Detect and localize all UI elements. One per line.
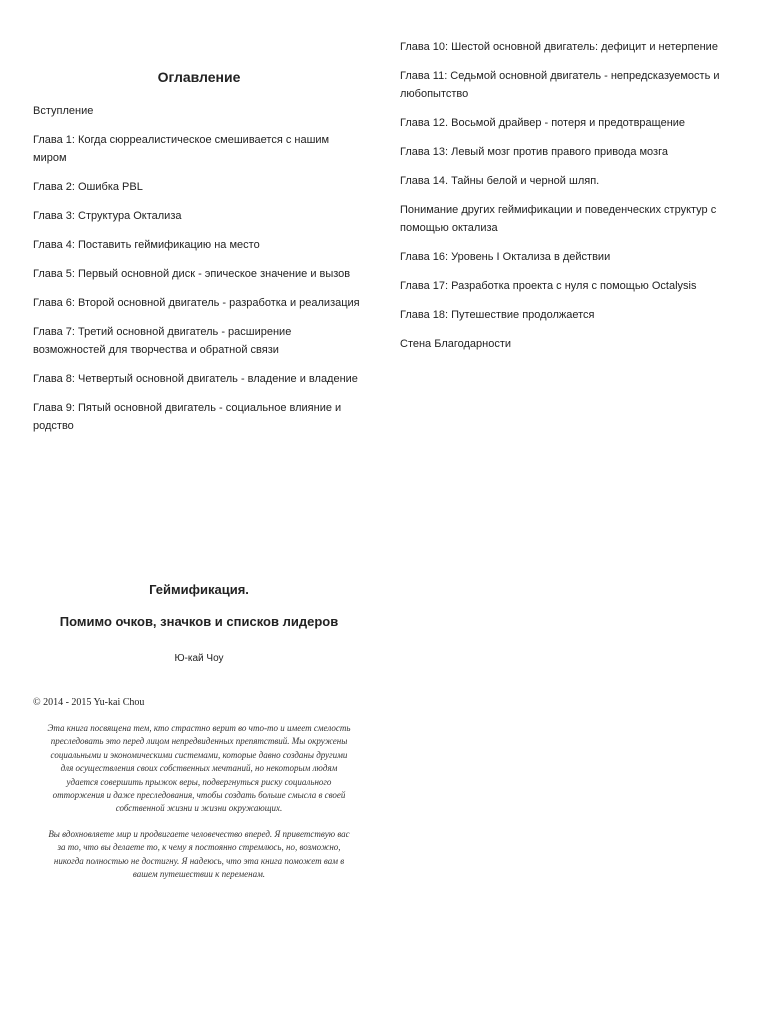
toc-item[interactable]: Вступление (33, 105, 94, 117)
author-name: Ю-кай Чоу (174, 653, 224, 664)
toc-item[interactable]: Глава 13: Левый мозг против правого привода мозга (400, 146, 668, 158)
toc-item[interactable]: Глава 3: Структура Октализа (33, 210, 182, 222)
toc-item[interactable]: Глава 7: Третий основной двигатель - расширение возможностей для творчества и обратной связи (33, 326, 292, 356)
toc-item[interactable]: Глава 16: Уровень I Октализа в действии (400, 251, 611, 263)
toc-item[interactable]: Глава 1: Когда сюрреалистическое смешивается с нашим миром (33, 134, 330, 164)
toc-item[interactable]: Глава 10: Шестой основной двигатель: дефицит и нетерпение (400, 41, 718, 53)
toc-item[interactable]: Стена Благодарности (400, 338, 512, 350)
toc-item[interactable]: Глава 17: Разработка проекта с нуля с помощью Octalysis (400, 280, 697, 292)
copyright-notice: © 2014 - 2015 Yu-kai Chou (33, 697, 145, 708)
toc-item[interactable]: Глава 12. Восьмой драйвер - потеря и предотвращение (400, 117, 686, 129)
book-title: Геймификация. (149, 582, 249, 597)
toc-list-right (400, 38, 740, 353)
title-page (33, 580, 365, 893)
toc-left-column (33, 66, 365, 446)
book-subtitle: Помимо очков, значков и списков лидеров (59, 614, 339, 629)
toc-item[interactable]: Глава 18: Путешествие продолжается (400, 309, 595, 321)
dedication-paragraph: Эта книга посвящена тем, кто страстно верит во что-то и имеет смелость преследовать это перед лицом непредвиденных препятствий. Мы окружены социальными и экономическими системами, которые давно созданы другими для осуществления своих собственных мечтаний, но некоторым людям удается совершить прыжок веры, подвергнуться риску социального отторжения и даже преследования, чтобы создать больше смысла в своей собственной жизни и жизни окружающих. (47, 723, 351, 814)
toc-item[interactable]: Глава 11: Седьмой основной двигатель - непредсказуемость и любопытство (400, 70, 720, 100)
toc-item[interactable]: Глава 6: Второй основной двигатель - разработка и реализация (33, 297, 360, 309)
toc-title: Оглавление (157, 69, 241, 85)
toc-item[interactable]: Понимание других геймификации и поведенческих структур с помощью октализа (400, 204, 717, 234)
toc-right-column (400, 38, 740, 364)
toc-item[interactable]: Глава 8: Четвертый основной двигатель - владение и владение (33, 373, 358, 385)
toc-list-left (33, 102, 365, 435)
dedication-paragraph: Вы вдохновляете мир и продвигаете человечество вперед. Я приветствую вас за то, что вы делаете то, к чему я постоянно стремлюсь, но, возможно, никогда полностью не достигну. Я надеюсь, что эта книга поможет вам в вашем путешествии к переменам. (48, 828, 350, 880)
toc-item[interactable]: Глава 2: Ошибка PBL (33, 181, 143, 193)
toc-item[interactable]: Глава 4: Поставить геймификацию на место (33, 239, 260, 251)
toc-item[interactable]: Глава 5: Первый основной диск - эпическое значение и вызов (33, 268, 351, 280)
toc-item[interactable]: Глава 14. Тайны белой и черной шляп. (400, 175, 600, 187)
toc-item[interactable]: Глава 9: Пятый основной двигатель - социальное влияние и родство (33, 402, 342, 432)
